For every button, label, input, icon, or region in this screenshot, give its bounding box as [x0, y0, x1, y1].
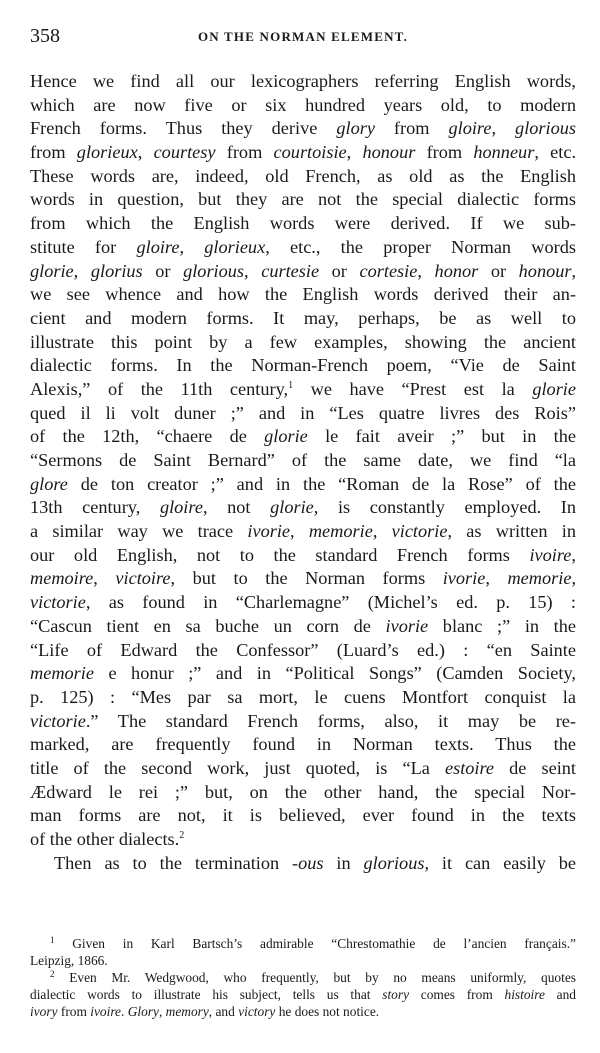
body-line: glore de ton creator ;” and in the “Roman de la Rose” of the [30, 473, 576, 494]
page-number: 358 [30, 25, 60, 47]
body-line: cient and modern forms. It may, perhaps, be as well to [30, 307, 576, 328]
footnote-2-cont: dialectic words to illustrate his subject, tells us that story comes from histoire and [30, 987, 576, 1002]
body-line: glorie, glorius or glorious, curtesie or cortesie, honor or honour, [30, 260, 577, 281]
page-header [30, 24, 576, 48]
body-line: These words are, indeed, old French, as old as the English [30, 165, 576, 186]
body-line: stitute for gloire, glorieux, etc., the proper Norman words [30, 236, 576, 257]
body-line: we see whence and how the English words derived their an- [30, 284, 576, 305]
running-title: ON THE NORMAN ELEMENT. [197, 29, 409, 44]
body-line: Alexis,” of the 11th century,$^1$ we have “Prest est la glorie [30, 378, 576, 399]
body-line: qued il li volt duner ;” and in “Les quatre livres des Rois” [30, 402, 576, 423]
body-line: title of the second work, just quoted, is “La estoire de seint [30, 757, 576, 778]
body-line-paragraph-start: Then as to the termination -ous in glorious, it can easily be [54, 852, 576, 873]
footnotes [30, 935, 576, 1020]
footnote-1: $^1$ Given in Karl Bartsch’s admirable “Chrestomathie de l’ancien français.” [50, 935, 576, 951]
body-line: victorie.” The standard French forms, also, it may be re- [30, 710, 576, 731]
body-line: “Cascun tient en sa buche un corn de ivorie blanc ;” in the [30, 615, 576, 636]
body-line: illustrate this point by a few examples, showing the ancient [30, 331, 576, 352]
body-line: a similar way we trace ivorie, memorie, victorie, as written in [30, 521, 576, 542]
body-line: p. 125) : “Mes par sa mort, le cuens Montfort conquist la [30, 686, 576, 707]
body-line: words in question, but they are not the special dialectic forms [30, 189, 576, 210]
body-line: our old English, not to the standard French forms ivoire, [30, 544, 576, 565]
body-line: Hence we find all our lexicographers referring English words, [30, 71, 576, 91]
body-line: dialectic forms. In the Norman-French poem, “Vie de Saint [30, 355, 576, 376]
footnote-2: $^2$ Even Mr. Wedgwood, who frequently, but by no means uniformly, quotes [50, 969, 576, 985]
body-text [30, 70, 576, 875]
body-line: 13th century, gloire, not glorie, is constantly employed. In [30, 497, 577, 518]
body-line: from glorieux, courtesy from courtoisie, honour from honneur, etc. [30, 142, 577, 163]
body-line: French forms. Thus they derive glory from gloire, glorious [30, 118, 576, 139]
body-line: “Life of Edward the Confessor” (Luard’s ed.) : “en Sainte [30, 639, 576, 660]
body-line-paragraph-end: of the other dialects.$^2$ [30, 829, 185, 849]
body-line: which are now five or six hundred years old, to modern [30, 94, 576, 115]
body-line: of the 12th, “chaere de glorie le fait aveir ;” but in the [30, 426, 576, 447]
body-line: memorie e honur ;” and in “Political Songs” (Camden Society, [30, 663, 576, 684]
body-line: memoire, victoire, but to the Norman forms ivorie, memorie, [30, 568, 577, 589]
footnote-2-end: ivory from ivoire. Glory, memory, and victory he does not notice. [30, 1004, 380, 1019]
body-line: “Sermons de Saint Bernard” of the same date, we find “la [30, 450, 576, 470]
footnote-1-cont: Leipzig, 1866. [30, 953, 108, 968]
body-line: Ædward le rei ;” but, on the other hand, the special Nor- [30, 781, 576, 802]
body-line: man forms are not, it is believed, ever found in the texts [30, 805, 576, 826]
body-line: victorie, as found in “Charlemagne” (Michel’s ed. p. 15) : [30, 592, 576, 613]
body-line: marked, are frequently found in Norman texts. Thus the [30, 734, 576, 755]
body-line: from which the English words were derived. If we sub- [30, 213, 576, 234]
